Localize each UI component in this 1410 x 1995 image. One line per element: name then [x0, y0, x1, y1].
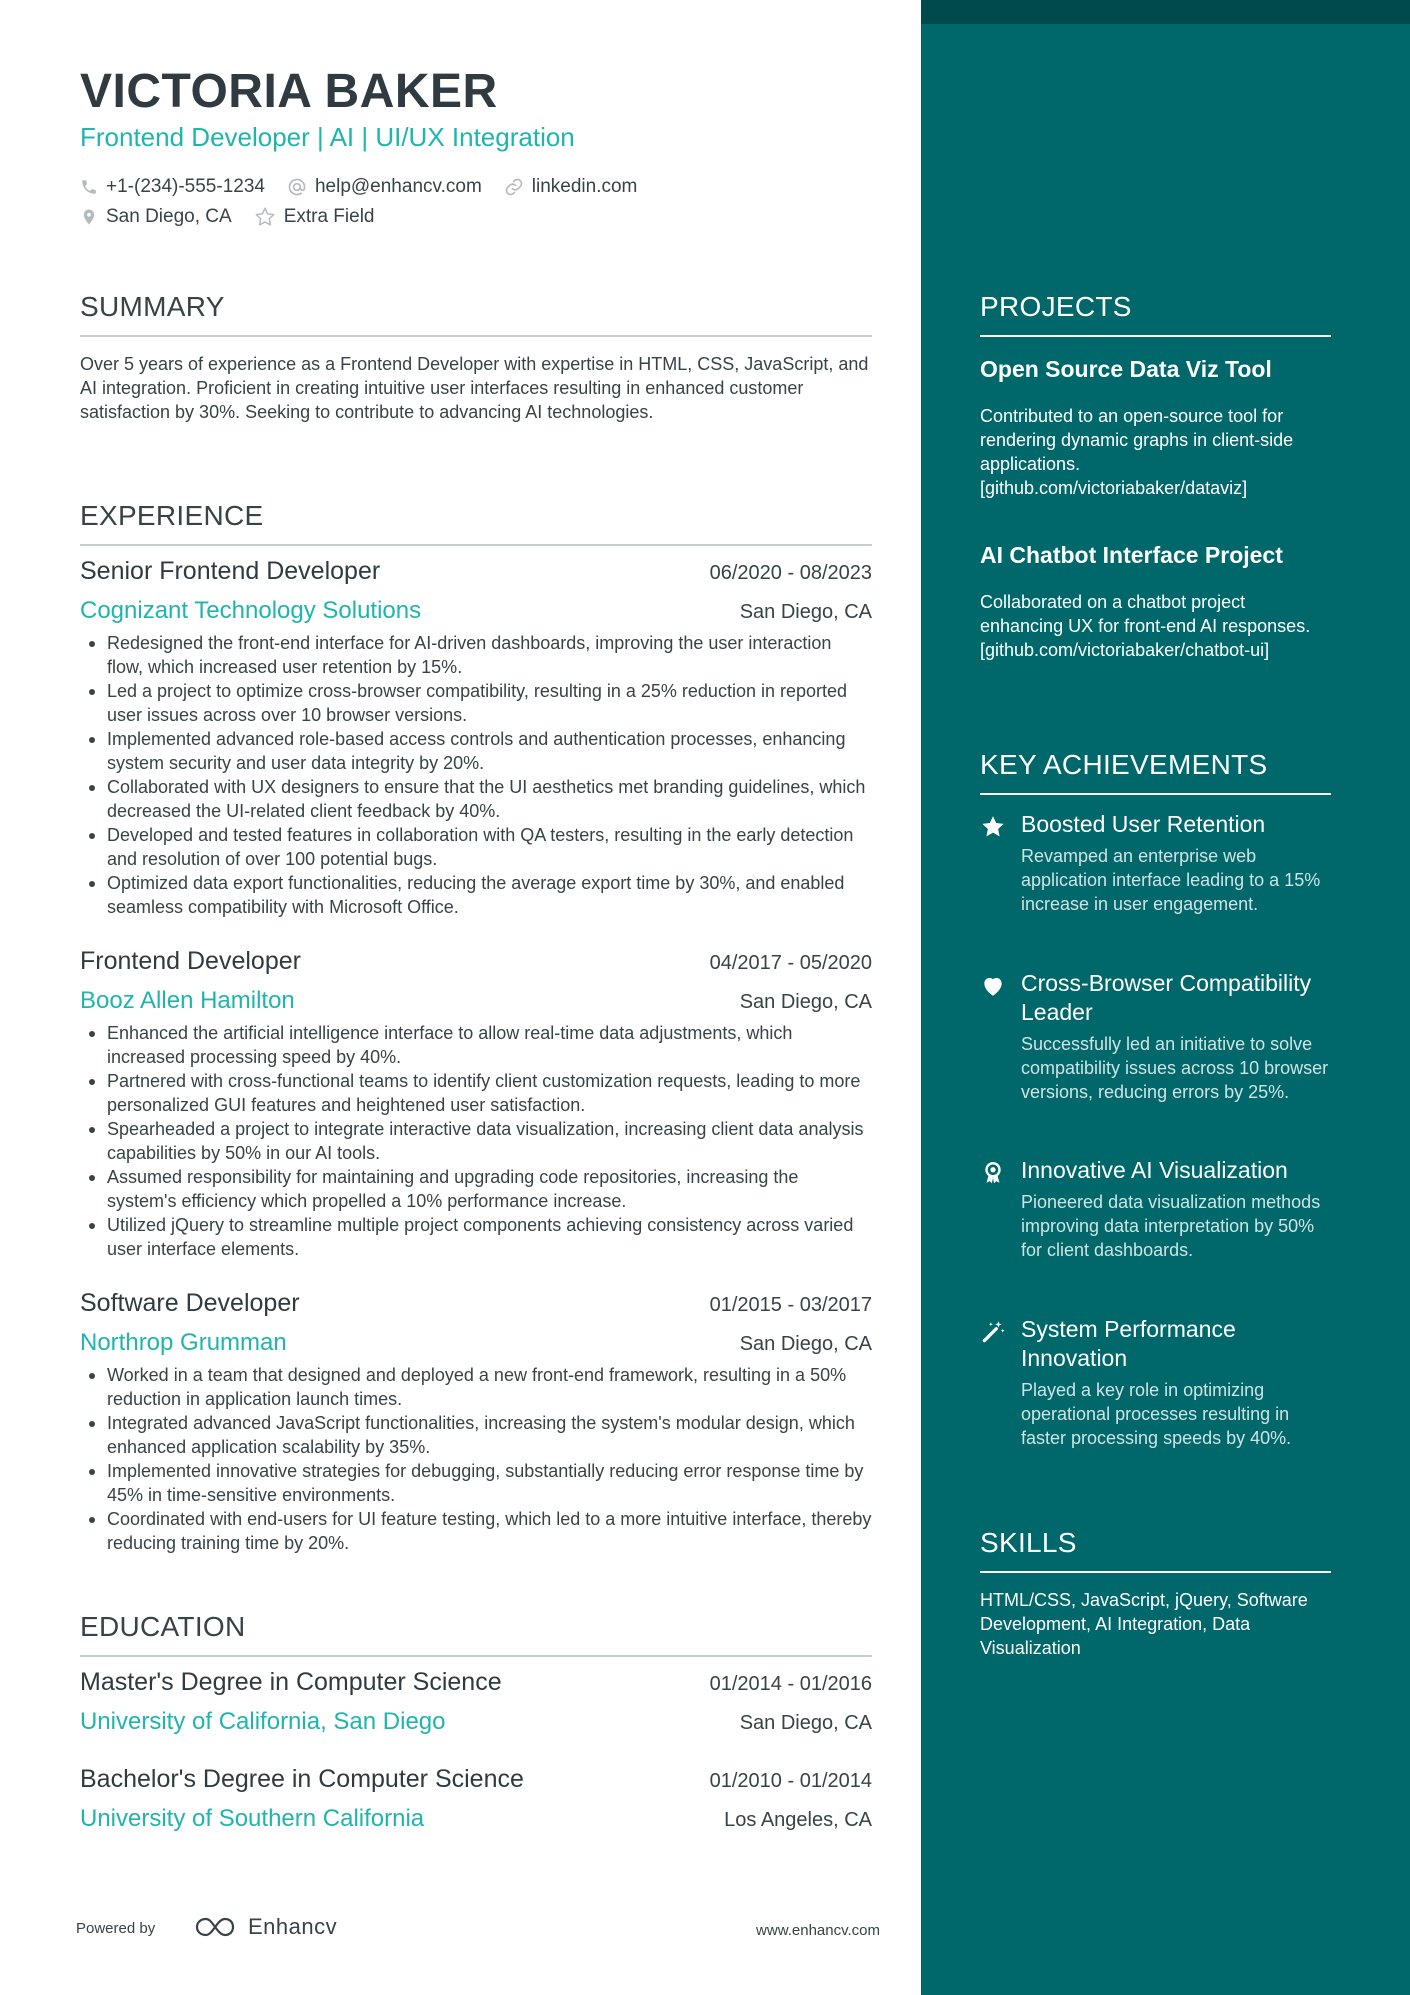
- bullet-item: Developed and tested features in collaboration with QA testers, resulting in the early detection and resolution of over 100 potential bugs.: [80, 823, 872, 871]
- summary-title: SUMMARY: [80, 291, 872, 337]
- experience-entry: [80, 1289, 872, 1555]
- footer: [76, 1910, 880, 1950]
- award-icon: [980, 1160, 1006, 1186]
- bullet-item: Optimized data export functionalities, reducing the average export time by 30%, and enabled seamless compatibility with Microsoft Office.: [80, 871, 872, 919]
- link-icon: [504, 177, 524, 197]
- education-title: EDUCATION: [80, 1611, 872, 1657]
- degree-title: Bachelor's Degree in Computer Science: [80, 1765, 524, 1793]
- magic-wand-icon: [980, 1319, 1006, 1345]
- achievement-item: [980, 1315, 1331, 1450]
- location-pin-icon: [80, 207, 98, 227]
- bullet-item: Enhanced the artificial intelligence interface to allow real-time data adjustments, which increased processing speed by 40%.: [80, 1021, 872, 1069]
- experience-entry: [80, 947, 872, 1261]
- achievement-title: System Performance Innovation: [1021, 1316, 1236, 1371]
- project-title: Open Source Data Viz Tool: [980, 356, 1272, 382]
- project-item: [980, 540, 1331, 662]
- school-name: University of Southern California: [80, 1805, 425, 1832]
- job-bullets: [80, 631, 872, 919]
- contact-link[interactable]: [504, 176, 638, 198]
- extra-text: Extra Field: [283, 206, 375, 227]
- star-icon: [980, 814, 1006, 840]
- bullet-item: Led a project to optimize cross-browser compatibility, resulting in a 25% reduction in reported user issues across over 10 browser versions.: [80, 679, 872, 727]
- bullet-item: Spearheaded a project to integrate interactive data visualization, increasing client data analysis capabilities by 50% in our AI tools.: [80, 1117, 872, 1165]
- skills-text: HTML/CSS, JavaScript, jQuery, Software Development, AI Integration, Data Visualization: [980, 1590, 1308, 1658]
- bullet-item: Coordinated with end-users for UI feature testing, which led to a more intuitive interface, thereby reducing training time by 20%.: [80, 1507, 872, 1555]
- sidebar: [921, 0, 1410, 1995]
- projects-title: PROJECTS: [980, 291, 1331, 337]
- achievement-title: Boosted User Retention: [1021, 811, 1266, 837]
- website-link[interactable]: www.enhancv.com: [756, 1922, 880, 1939]
- job-dates: 01/2015 - 03/2017: [709, 1294, 872, 1316]
- job-dates: 04/2017 - 05/2020: [709, 952, 872, 974]
- achievement-item: [980, 969, 1331, 1104]
- powered-by-label: Powered by: [76, 1920, 156, 1937]
- achievement-title: Cross-Browser Compatibility Leader: [1021, 970, 1312, 1025]
- project-description: Contributed to an open-source tool for rendering dynamic graphs in client-side applications. [github.com/victoriabaker/dataviz]: [980, 406, 1294, 498]
- candidate-name: VICTORIA BAKER: [80, 65, 498, 118]
- bullet-item: Redesigned the front-end interface for AI-driven dashboards, improving the user interaction flow, which increased user retention by 15%.: [80, 631, 872, 679]
- degree-title: Master's Degree in Computer Science: [80, 1668, 502, 1696]
- bullet-item: Integrated advanced JavaScript functionalities, increasing the system's modular design, which enhanced application scalability by 35%.: [80, 1411, 872, 1459]
- location-text: San Diego, CA: [106, 206, 232, 227]
- skills-title: SKILLS: [980, 1527, 1331, 1573]
- job-title: Software Developer: [80, 1289, 300, 1317]
- school-location: Los Angeles, CA: [724, 1809, 872, 1831]
- enhancv-logo[interactable]: [194, 1914, 337, 1940]
- school-name: University of California, San Diego: [80, 1708, 446, 1735]
- candidate-headline: Frontend Developer | AI | UI/UX Integration: [80, 122, 575, 152]
- company-name: Booz Allen Hamilton: [80, 987, 295, 1014]
- sidebar-top-band: [921, 0, 1410, 24]
- job-location: San Diego, CA: [739, 991, 872, 1013]
- phone-text: +1-(234)-555-1234: [106, 176, 265, 197]
- achievement-description: Successfully led an initiative to solve compatibility issues across 10 browser versions, reducing errors by 25%.: [1021, 1034, 1329, 1102]
- brand-name: Enhancv: [248, 1914, 338, 1939]
- bullet-item: Implemented advanced role-based access controls and authentication processes, enhancing system security and user data integrity by 20%.: [80, 727, 872, 775]
- education-dates: 01/2010 - 01/2014: [709, 1770, 872, 1792]
- achievement-description: Played a key role in optimizing operational processes resulting in faster processing speeds by 40%.: [1021, 1380, 1292, 1448]
- bullet-item: Collaborated with UX designers to ensure that the UI aesthetics met branding guidelines, which decreased the UI-related client feedback by 40%.: [80, 775, 872, 823]
- achievements-title: KEY ACHIEVEMENTS: [980, 749, 1331, 795]
- bullet-item: Implemented innovative strategies for debugging, substantially reducing error response time by 45% in time-sensitive environments.: [80, 1459, 872, 1507]
- project-description: Collaborated on a chatbot project enhancing UX for front-end AI responses. [github.com/victoriabaker/chatbot-ui]: [980, 592, 1311, 660]
- contact-extra: [254, 206, 375, 228]
- project-item: [980, 354, 1331, 500]
- phone-icon: [80, 178, 98, 196]
- education-dates: 01/2014 - 01/2016: [709, 1673, 872, 1695]
- star-outline-icon: [254, 206, 276, 228]
- heart-icon: [980, 973, 1006, 999]
- bullet-item: Worked in a team that designed and deployed a new front-end framework, resulting in a 50% reduction in application launch times.: [80, 1363, 872, 1411]
- contact-email[interactable]: [287, 176, 482, 198]
- job-bullets: [80, 1363, 872, 1555]
- job-dates: 06/2020 - 08/2023: [709, 562, 872, 584]
- achievement-item: [980, 1156, 1331, 1262]
- achievement-item: [980, 810, 1331, 916]
- contact-location: [80, 206, 232, 228]
- achievement-title: Innovative AI Visualization: [1021, 1157, 1288, 1183]
- bullet-item: Assumed responsibility for maintaining and upgrading code repositories, increasing the system's efficiency which propelled a 10% performance increase.: [80, 1165, 872, 1213]
- job-location: San Diego, CA: [739, 1333, 872, 1355]
- achievement-description: Revamped an enterprise web application interface leading to a 15% increase in user engagement.: [1021, 846, 1321, 914]
- bullet-item: Partnered with cross-functional teams to identify client customization requests, leading to more personalized GUI features and heightened user satisfaction.: [80, 1069, 872, 1117]
- achievement-description: Pioneered data visualization methods improving data interpretation by 50% for client dashboards.: [1021, 1192, 1321, 1260]
- email-text: help@enhancv.com: [314, 176, 482, 197]
- at-icon: [287, 177, 307, 197]
- education-entry: [80, 1668, 872, 1738]
- bullet-item: Utilized jQuery to streamline multiple project components achieving consistency across varied user interface elements.: [80, 1213, 872, 1261]
- job-location: San Diego, CA: [739, 601, 872, 623]
- project-title: AI Chatbot Interface Project: [980, 542, 1283, 568]
- company-name: Cognizant Technology Solutions: [80, 597, 422, 624]
- school-location: San Diego, CA: [739, 1712, 872, 1734]
- company-name: Northrop Grumman: [80, 1329, 287, 1356]
- contact-phone[interactable]: [80, 176, 265, 198]
- summary-text: Over 5 years of experience as a Frontend Developer with expertise in HTML, CSS, JavaScript, and AI integration. Proficient in creating intuitive user interfaces resulting in enhanced customer satisfaction by 30%. Seeking to contribute to advancing AI technologies.: [80, 354, 869, 422]
- job-title: Frontend Developer: [80, 947, 301, 975]
- job-title: Senior Frontend Developer: [80, 557, 381, 585]
- education-entry: [80, 1765, 872, 1835]
- link-text: linkedin.com: [531, 176, 638, 197]
- enhancv-logo-icon: [194, 1915, 240, 1939]
- job-bullets: [80, 1021, 872, 1261]
- experience-title: EXPERIENCE: [80, 500, 872, 546]
- experience-entry: [80, 557, 872, 919]
- contact-info: [80, 172, 872, 232]
